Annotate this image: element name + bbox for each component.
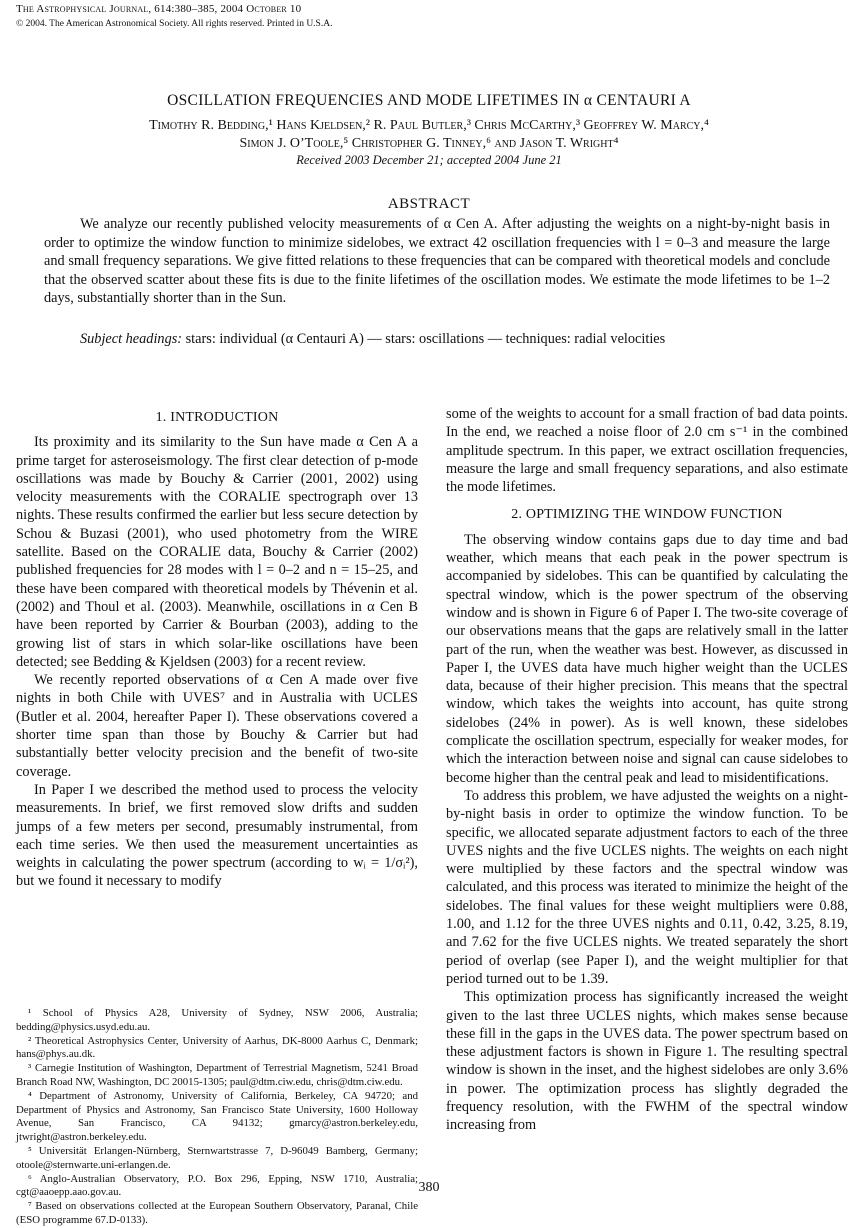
subject-headings-label: Subject headings:	[80, 331, 183, 347]
footnote-3: ³ Carnegie Institution of Washington, Department of Terrestrial Magnetism, 5241 Broad Branch Road NW, Washington, DC 20015-1305; paul@dtm.ciw.edu, chris@dtm.ciw.edu.	[16, 1062, 418, 1088]
authors-line-2: Simon J. O’Toole,⁵ Christopher G. Tinney,⁶ and Jason T. Wright⁴	[239, 136, 619, 151]
footnote-5: ⁵ Universität Erlangen-Nürnberg, Sternwartstrasse 7, D-96049 Bamberg, Germany; otoole@sternwarte.uni-erlangen.de.	[16, 1144, 418, 1171]
abstract-text: We analyze our recently published velocity measurements of α Cen A. After adjusting the weights on a night-by-night basis in order to optimize the window function to minimize sidelobes, we extract 42 oscillation frequencies with l = 0–3 and measure the large and small frequency separations. We give fitted relations to these frequencies that can be compared with theoretical models and conclude that the observed scatter about these fits is due to the finite lifetimes of the oscillation modes. We estimate the mode lifetimes to be 1–2 days, substantially shorter than in the Sun.	[44, 216, 830, 306]
footnote-7: ⁷ Based on observations collected at the European Southern Observatory, Paranal, Chile (ESO programme 67.D-0133).	[16, 1200, 418, 1226]
subject-headings-text: stars: individual (α Centauri A) — stars: oscillations — techniques: radial velocities	[182, 331, 666, 347]
journal-citation: The Astrophysical Journal, 614:380–385, 2004 October 10	[16, 3, 302, 15]
intro-paragraph-2: We recently reported observations of α Cen A made over five nights in both Chile with UVES⁷ and in Australia with UCLES (Butler et al. 2004, hereafter Paper I). These observations covered a shorter time span than those by Bouchy & Carrier but had substantially better velocity precision and the benefit of two-site coverage.	[16, 672, 418, 780]
footnote-4: ⁴ Department of Astronomy, University of California, Berkeley, CA 94720; and Department of Physics and Astronomy, San Francisco State University, 1600 Holloway Avenue, San Francisco, CA 94132; gmarcy@astron.berkeley.edu, jtwright@astron.berkeley.edu.	[16, 1089, 418, 1144]
window-paragraph-3: This optimization process has significantly increased the weight given to the last three UCLES nights, which makes sense because these fill in the gaps in the UVES data. The power spectrum based on these adjustment factors is shown in Figure 1. The resulting spectral window is shown in the inset, and the highest sidelobes are only 3.6% in power. The optimization process has slightly degraded the frequency resolution, with the FWHM of the spectral window increasing from	[446, 989, 848, 1134]
copyright-notice: © 2004. The American Astronomical Society. All rights reserved. Printed in U.S.A.	[16, 19, 333, 29]
page-number: 380	[418, 1180, 440, 1195]
window-paragraph-1: The observing window contains gaps due to day time and bad weather, which means that each peak in the power spectrum is accompanied by sidelobes. This can be quantified by calculating the spectral window, which is the power spectrum of the observing window and is shown in Figure 6 of Paper I. The two-site coverage of our observations means that the gaps are relatively small in the latter part of the run, when the weather was best. However, as discussed in Paper I, the UVES data have much higher weight than the UCLES data, because of their higher precision. This means that the spectral window, which takes the weights into account, has quite strong sidelobes (24% in power). As is well known, these sidelobes complicate the oscillation spectrum, especially for weaker modes, for which the interaction between noise and signal can cause sidelobes to become higher than the central peak and lead to misidentifications.	[446, 531, 848, 786]
window-paragraph-2: To address this problem, we have adjusted the weights on a night-by-night basis in order to optimize the window function. To be specific, we allocated separate adjustment factors to each of the three UVES nights and the five UCLES nights. The weights on each night were multiplied by these factors and the spectral window was calculated, and this process was iterated to minimize the height of the sidelobes. The final values for these weight multipliers were 0.88, 1.00, and 1.12 for the three UVES nights and 0.11, 0.42, 3.25, 8.19, and 7.62 for the five UCLES nights. We treated separately the short period of overlap (see Paper I), and the weight multiplier for that period turned out to be 1.39.	[446, 787, 848, 987]
section-heading-window-function: 2. OPTIMIZING THE WINDOW FUNCTION	[511, 507, 783, 523]
paper-title: OSCILLATION FREQUENCIES AND MODE LIFETIMES IN α CENTAURI A	[167, 92, 691, 109]
intro-paragraph-1: Its proximity and its similarity to the Sun have made α Cen A a prime target for asteroseismology. The first clear detection of p-mode oscillations was made by Bouchy & Carrier (2001, 2002) using velocity measurements with the CORALIE spectrograph over 13 nights. These results confirmed the earlier but less secure detection by Schou & Buzasi (2001), who used photometry from the WIRE satellite. Based on the CORALIE data, Bouchy & Carrier (2002) published frequencies for 28 modes with l = 0–2 and n = 15–25, and these have been compared with theoretical models by Thévenin et al. (2002) and Thoul et al. (2003). Meanwhile, oscillations in α Cen B have been reported by Carrier & Bourban (2003), adding to the growing list of stars in which solar-like oscillations have been detected; see Bedding & Kjeldsen (2003) for a recent review.	[16, 434, 418, 670]
right-column	[446, 405, 848, 1135]
footnote-1: ¹ School of Physics A28, University of Sydney, NSW 2006, Australia; bedding@physics.usyd.edu.au.	[16, 1007, 418, 1033]
authors-line-1: Timothy R. Bedding,¹ Hans Kjeldsen,² R. Paul Butler,³ Chris McCarthy,³ Geoffrey W. Marcy,⁴	[149, 118, 709, 133]
intro-paragraph-3-continued: some of the weights to account for a small fraction of bad data points. In the end, we reached a noise floor of 2.0 cm s⁻¹ in the combined amplitude spectrum. In this paper, we extract oscillation frequencies, measure the large and small frequency separations, and also estimate the mode lifetimes.	[446, 406, 848, 496]
author-list	[0, 117, 858, 153]
footnote-2: ² Theoretical Astrophysics Center, University of Aarhus, DK-8000 Aarhus C, Denmark; hans@phys.au.dk.	[16, 1034, 418, 1061]
subject-headings	[44, 330, 830, 349]
abstract-heading: ABSTRACT	[387, 196, 471, 212]
section-heading-introduction: 1. INTRODUCTION	[155, 410, 279, 425]
intro-paragraph-3: In Paper I we described the method used to process the velocity measurements. In brief, we first removed slow drifts and sudden jumps of a few meters per second, presumably instrumental, from each time series. We then used the measurement uncertainties as weights in calculating the power spectrum (according to wᵢ = 1/σᵢ²), but we found it necessary to modify	[16, 781, 418, 890]
received-dates: Received 2003 December 21; accepted 2004 June 21	[296, 153, 562, 167]
running-header	[16, 2, 332, 32]
left-column	[16, 405, 418, 891]
footnote-6: ⁶ Anglo-Australian Observatory, P.O. Box 296, Epping, NSW 1710, Australia; cgt@aaoepp.aao.gov.au.	[16, 1172, 418, 1199]
